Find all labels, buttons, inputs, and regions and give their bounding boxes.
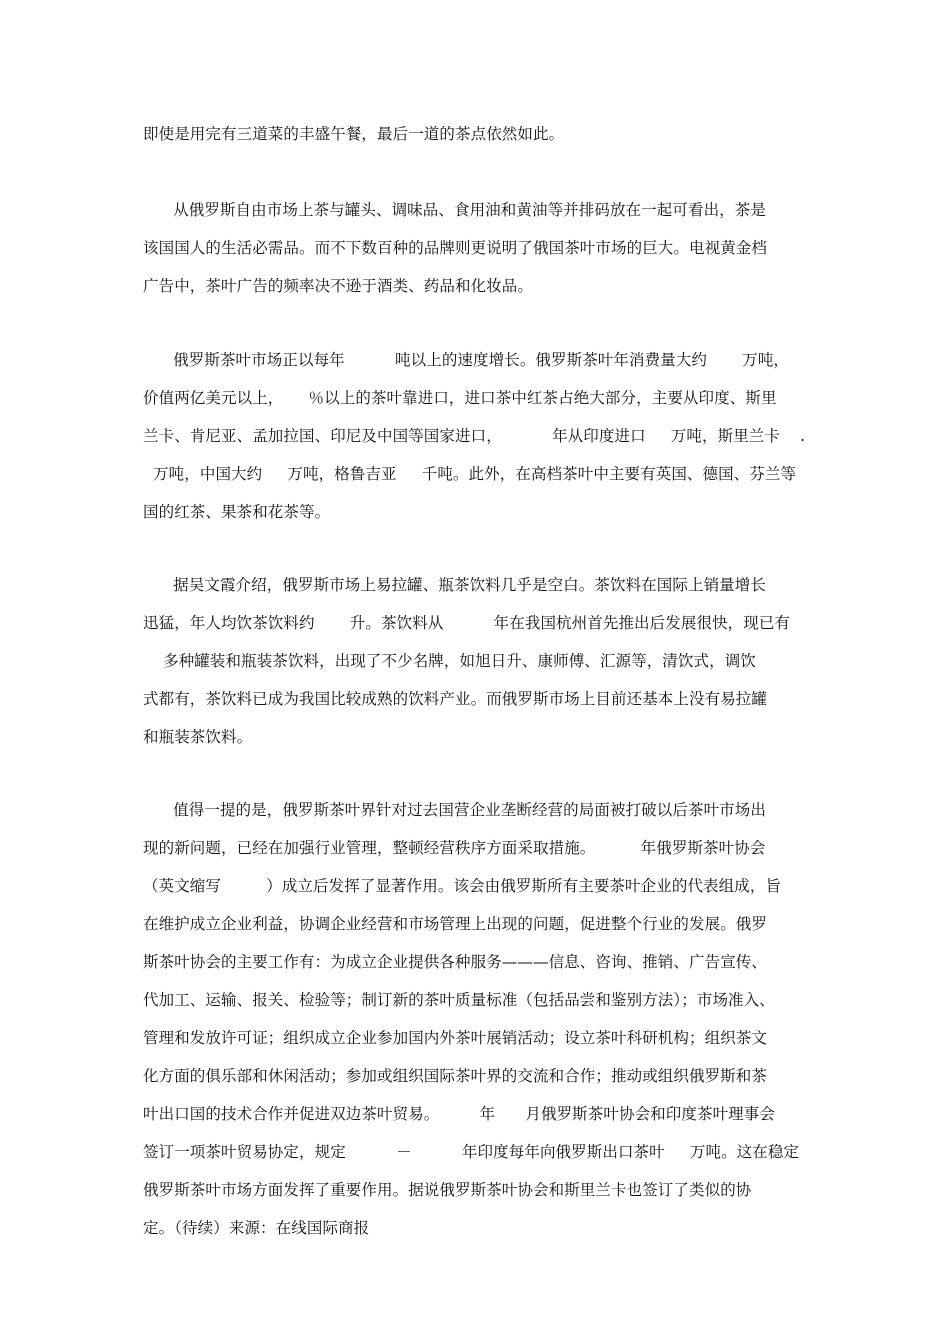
paragraph-2-line-2: 该国国人的生活必需品。而不下数百种的品牌则更说明了俄国茶叶市场的巨大。电视黄金档 [143, 239, 768, 257]
paragraph-3-line-4: 万吨，中国大约 万吨，格鲁吉亚 千吨。此外，在高档茶叶中主要有英国、德国、芬兰等 [143, 465, 797, 483]
paragraph-1-line-1: 即使是用完有三道菜的丰盛午餐，最后一道的茶点依然如此。 [143, 125, 565, 143]
paragraph-5-line-7: 管理和发放许可证；组织成立企业参加国内外茶叶展销活动；设立茶叶科研机构；组织茶文 [143, 1029, 768, 1047]
paragraph-5-line-10: 签订一项茶叶贸易协定，规定 － 年印度每年向俄罗斯出口茶叶 万吨。这在稳定 [143, 1143, 800, 1161]
paragraph-3-line-5: 国的红茶、果茶和花茶等。 [143, 503, 331, 521]
paragraph-4-line-2: 迅猛，年人均饮茶饮料约 升。茶饮料从 年在我国杭州首先推出后发展很快，现已有 [143, 614, 791, 632]
paragraph-2-line-1: 从俄罗斯自由市场上茶与罐头、调味品、食用油和黄油等并排码放在一起可看出，茶是 [143, 201, 766, 219]
paragraph-5-line-4: 在维护成立企业利益，协调企业经营和市场管理上出现的问题，促进整个行业的发展。俄罗 [143, 915, 768, 933]
paragraph-4-line-1: 据吴文霞介绍，俄罗斯市场上易拉罐、瓶茶饮料几乎是空白。茶饮料在国际上销量增长 [143, 576, 766, 594]
paragraph-5-line-5: 斯茶叶协会的主要工作有：为成立企业提供各种服务———信息、咨询、推销、广告宣传、 [143, 953, 768, 971]
paragraph-5-line-9: 叶出口国的技术合作并促进双边茶叶贸易。 年 月俄罗斯茶叶协会和印度茶叶理事会 [143, 1105, 775, 1123]
paragraph-5-line-8: 化方面的俱乐部和休闲活动；参加或组织国际茶叶界的交流和合作；推动或组织俄罗斯和茶 [143, 1067, 768, 1085]
paragraph-5-line-12: 定。（待续）来源：在线国际商报 [143, 1219, 370, 1237]
paragraph-3-line-3: 兰卡、肯尼亚、孟加拉国、印尼及中国等国家进口， 年从印度进口 万吨，斯里兰卡 . [143, 427, 806, 445]
paragraph-3-line-2: 价值两亿美元以上， ％以上的茶叶靠进口，进口茶中红茶占绝大部分，主要从印度、斯里 [143, 389, 777, 407]
paragraph-4-line-3: 多种罐装和瓶装茶饮料，出现了不少名牌，如旭日升、康师傅、汇源等，清饮式，调饮 [143, 652, 756, 670]
paragraph-3-line-1: 俄罗斯茶叶市场正以每年 吨以上的速度增长。俄罗斯茶叶年消费量大约 万吨， [143, 351, 790, 369]
paragraph-5-line-1: 值得一提的是，俄罗斯茶叶界针对过去国营企业垄断经营的局面被打破以后茶叶市场出 [143, 801, 766, 819]
paragraph-5-line-6: 代加工、运输、报关、检验等；制订新的茶叶质量标准（包括品尝和鉴别方法）；市场准入、 [143, 991, 775, 1009]
paragraph-4-line-5: 和瓶装茶饮料。 [143, 728, 253, 746]
paragraph-5-line-2: 现的新问题，已经在加强行业管理，整顿经营秩序方面采取措施。 年俄罗斯茶叶协会 [143, 839, 766, 857]
paragraph-5-line-3: （英文缩写 ）成立后发挥了显著作用。该会由俄罗斯所有主要茶叶企业的代表组成，旨 [143, 877, 782, 895]
paragraph-5-line-11: 俄罗斯茶叶市场方面发挥了重要作用。据说俄罗斯茶叶协会和斯里兰卡也签订了类似的协 [143, 1181, 752, 1199]
paragraph-4-line-4: 式都有，茶饮料已成为我国比较成熟的饮料产业。而俄罗斯市场上目前还基本上没有易拉罐 [143, 690, 768, 708]
paragraph-2-line-3: 广告中，茶叶广告的频率决不逊于酒类、药品和化妆品。 [143, 277, 534, 295]
